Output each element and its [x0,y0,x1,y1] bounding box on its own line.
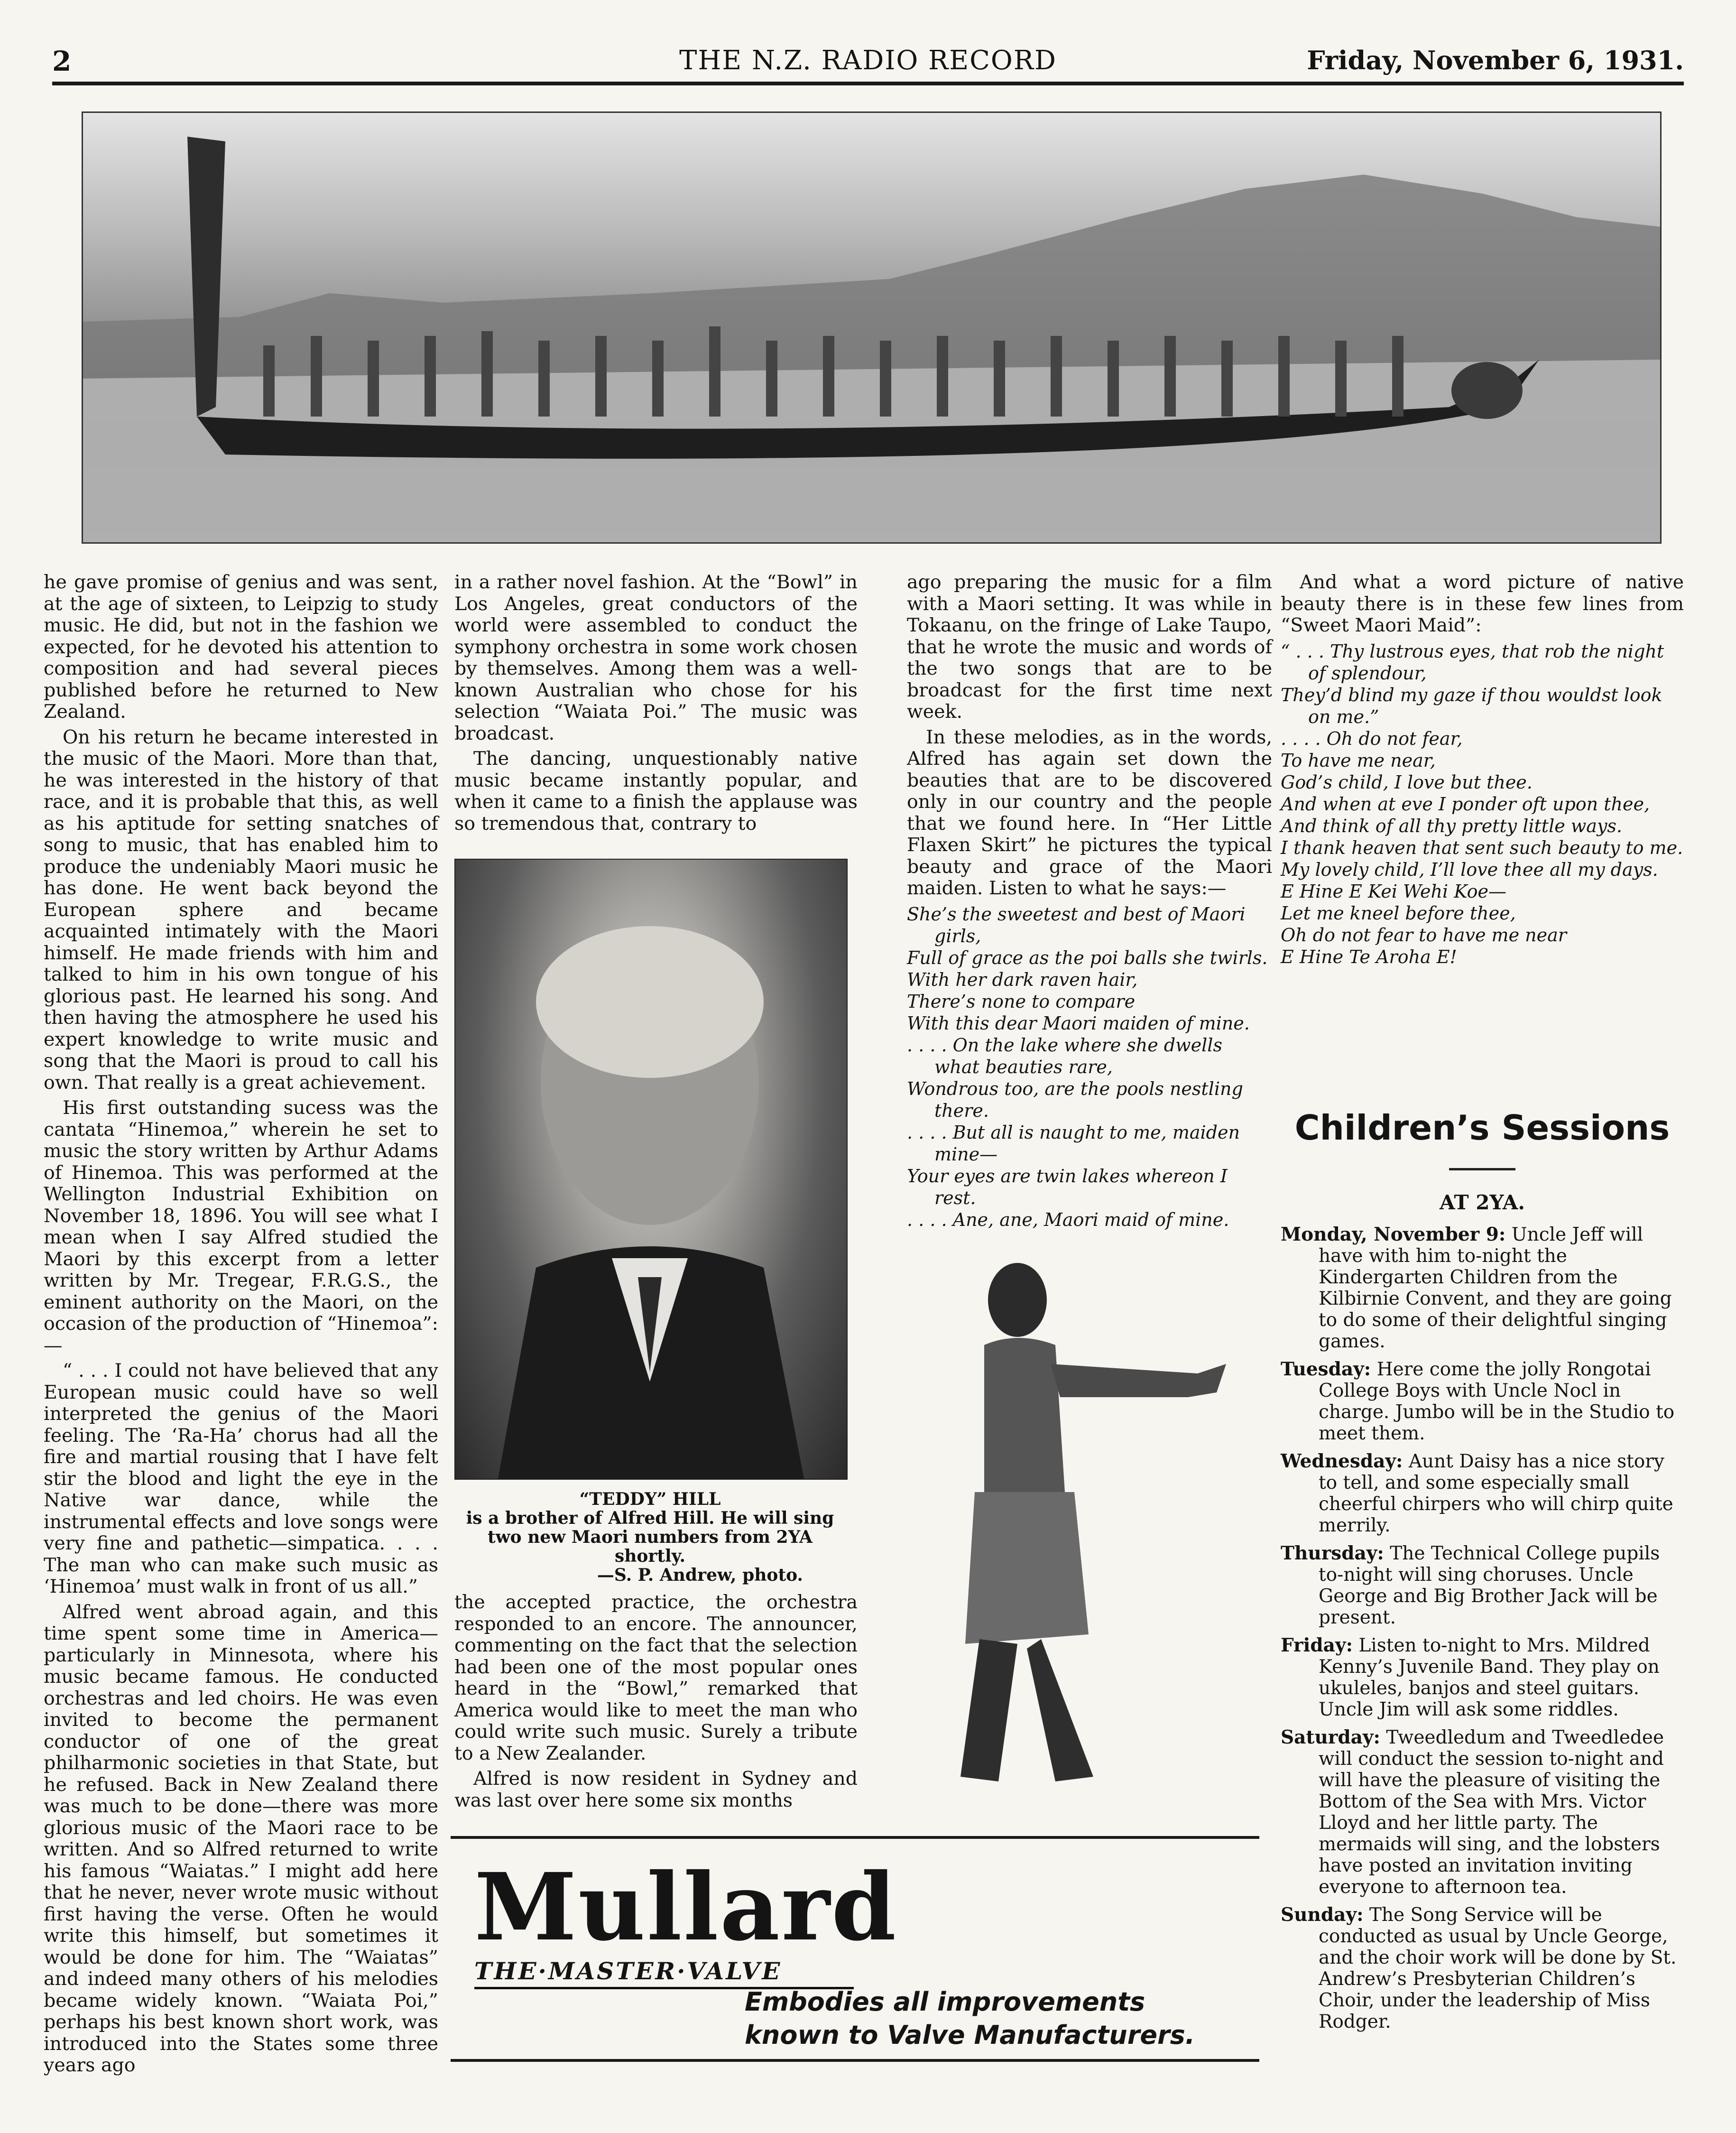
verse-line: . . . . But all is naught to me, maiden mine— [907,1122,1240,1165]
verse-line: . . . . On the lake where she dwells what beauties rare, [907,1034,1222,1077]
paragraph: On his return he became interested in the music of the Maori. More than that, he was interested in the history of that race, and it is probable that this, as well as his aptitude for setting snatches of song to music, that has enabled him to produce the undeniably Maori music he has done. He went back beyond the European sphere and became acquainted intimately with the Maori himself. He made friends with him and talked to him in his own tongue of his glorious past. He learned his song. And then having the atmosphere he used his expert knowledge to write music and song that the Maori is proud to call his own. That really is a great achievement. [44,726,438,1094]
session-entry [1281,1727,1684,1898]
verse-line: There’s none to compare [907,991,1136,1012]
maori-dancer-illustration [932,1255,1236,1808]
article-column-3 [907,572,1272,1231]
mullard-slogan [745,1985,1243,2052]
session-entry [1281,1359,1684,1444]
canoe-photograph [82,111,1662,544]
mullard-tagline: THE·MASTER·VALVE [474,1957,854,1989]
masthead [52,45,1684,78]
session-text: Aunt Daisy has a nice story to tell, and some especially small cheerful chirpers who will chirp quite merrily. [1319,1451,1673,1536]
portrait-caption [454,1490,846,1585]
slogan-line: Embodies all improvements [745,1987,1145,2017]
session-entry [1281,1635,1684,1720]
session-day: Friday: [1281,1634,1353,1656]
song-verse-flaxen-skirt [907,903,1272,1231]
paragraph: Alfred is now resident in Sydney and was last over here some six months [454,1768,858,1811]
verse-line: “ . . . Thy lustrous eyes, that rob the night of splendour, [1281,640,1664,684]
session-text: Here come the jolly Rongotai College Boys with Uncle Nocl in charge. Jumbo will be in the Studio to meet them. [1319,1359,1675,1444]
masthead-rule [52,82,1684,85]
verse-line: I thank heaven that sent such beauty to me. [1281,837,1683,858]
session-text: The Technical College pupils to-night will sing choruses. Uncle George and Big Brother Jack will be present. [1319,1543,1660,1628]
verse-line: Wondrous too, are the pools nestling there. [907,1078,1243,1121]
dancer-figure [932,1255,1236,1808]
paragraph: he gave promise of genius and was sent, at the age of sixteen, to Leipzig to study music. He did, but not in the fashion we expected, for he devoted his attention to composition and had several pieces published before he returned to New Zealand. [44,571,438,723]
paragraph: the accepted practice, the orchestra responded to an encore. The announcer, commenting on the fact that the selection had been one of the most popular ones heard in the “Bowl,” remarked that America would like to meet the man who could write such music. Surely a tribute to a New Zealander. [454,1591,858,1764]
session-entry [1281,1451,1684,1536]
verse-line: E Hine E Kei Wehi Koe— [1281,881,1506,902]
session-text: Uncle Jeff will have with him to-night the Kindergarten Children from the Kilbirnie Convent, and they are going to do some of their delightful singing games. [1319,1224,1672,1352]
verse-line: Oh do not fear to have me near [1281,924,1567,946]
session-day: Tuesday: [1281,1358,1371,1380]
session-entry [1281,1224,1684,1352]
teddy-hill-portrait [454,859,848,1480]
paragraph: ago preparing the music for a film with a Maori setting. It was while in Tokaanu, on the fringe of Lake Taupo, that he wrote the music and words of the two songs that are to be broadcast for the first time next week. [907,571,1272,723]
portrait-illustration [455,860,847,1479]
paragraph: “ . . . I could not have believed that any European music could have so well interpreted the genius of the Maori feeling. The ‘Ra-Ha’ chorus had all the fire and martial rousing that I have felt stir the blood and light the eye in the Native war dance, while the instrumental effects and love songs were very fine and pathetic—simpatica. . . . The man who can make such music as ‘Hinemoa’ must walk in front of us all.” [44,1360,438,1597]
verse-line: E Hine Te Aroha E! [1281,946,1457,967]
verse-line: Let me kneel before thee, [1281,902,1516,924]
session-day: Saturday: [1281,1726,1380,1748]
article-column-4 [1281,572,1684,968]
verse-line: With this dear Maori maiden of mine. [907,1012,1250,1034]
childrens-sessions-subheading: AT 2YA. [1440,1191,1525,1214]
article-column-2-top [454,572,858,838]
verse-line: To have me near, [1281,750,1436,771]
paragraph: In these melodies, as in the words, Alfred has again set down the beauties that are to be discovered only in our country and the people that we found here. In “Her Little Flaxen Skirt” he pictures the typical beauty and grace of the Maori maiden. Listen to what he says:— [907,726,1272,899]
verse-line: My lovely child, I’ll love thee all my days. [1281,859,1658,880]
verse-line: With her dark raven hair, [907,969,1138,990]
ad-rule-top [451,1836,1259,1839]
paragraph: The dancing, unquestionably native music became instantly popular, and when it came to a finish the applause was so tremendous that, contrary to [454,748,858,835]
issue-date: Friday, November 6, 1931. [1307,45,1684,75]
article-column-1 [44,572,438,2080]
section-divider [1449,1168,1515,1170]
mullard-logo: Mullard [474,1853,898,1961]
session-entry [1281,1904,1684,2032]
publication-title: THE N.Z. RADIO RECORD [679,45,1057,76]
childrens-sessions-heading: Children’s Sessions [1294,1108,1670,1148]
verse-line: Full of grace as the poi balls she twirls. [907,947,1268,968]
caption-title: “TEDDY” HILL [579,1489,721,1509]
canoe-illustration [83,113,1660,542]
song-verse-sweet-maori-maid [1281,640,1684,968]
paragraph: Alfred went abroad again, and this time spent some time in America—particularly in Minnesota, where his music became famous. He conducted orchestras and led choirs. He was even invited to become the permanent conductor of one of the great philharmonic societies in that State, but he refused. Back in New Zealand there was much to be done—there was more glorious music of the Maori race to be written. And so Alfred returned to write his famous “Waiatas.” I might add here that he never, never wrote music without first having the verse. Often he would write this himself, but sometimes it would be done for him. The “Waiatas” and indeed many others of his melodies became widely known. “Waiata Poi,” perhaps his best known short work, was introduced into the States some three years ago [44,1601,438,2076]
session-day: Monday, November 9: [1281,1224,1506,1245]
ad-rule-bottom [451,2059,1259,2062]
session-text: The Song Service will be conducted as usual by Uncle George, and the choir work will be done by St. Andrew’s Presbyterian Children’s Choir, under the leadership of Miss Rodger. [1319,1904,1677,2032]
childrens-sessions-list [1281,1224,1684,2039]
verse-line: They’d blind my gaze if thou wouldst look on me.” [1281,684,1662,727]
verse-line: She’s the sweetest and best of Maori girls, [907,903,1246,946]
session-text: Tweedledum and Tweedledee will conduct the session to-night and will have the pleasure of visiting the Bottom of the Sea with Mrs. Victor Lloyd and her little party. The mermaids will sing, and the lobsters have posted an invitation inviting everyone to afternoon tea. [1319,1727,1664,1898]
session-text: Listen to-night to Mrs. Mildred Kenny’s Juvenile Band. They play on ukuleles, banjos and steel guitars. Uncle Jim will ask some riddles. [1319,1635,1660,1720]
photo-credit: —S. P. Andrew, photo. [597,1565,803,1585]
verse-line: . . . . Ane, ane, Maori maid of mine. [907,1209,1229,1230]
session-day: Sunday: [1281,1904,1364,1926]
verse-line: God’s child, I love but thee. [1281,771,1533,793]
verse-line: Your eyes are twin lakes whereon I rest. [907,1165,1228,1208]
session-day: Thursday: [1281,1542,1384,1564]
session-day: Wednesday: [1281,1450,1403,1472]
paragraph: in a rather novel fashion. At the “Bowl” in Los Angeles, great conductors of the world were assembled to conduct the symphony orchestra in some work chosen by themselves. Among them was a well-known Australian who chose for his selection “Waiata Poi.” The music was broadcast. [454,571,858,744]
paragraph: And what a word picture of native beauty there is in these few lines from “Sweet Maori Maid”: [1281,571,1684,636]
verse-line: . . . . Oh do not fear, [1281,728,1463,749]
article-column-2-bottom [454,1592,858,1815]
slogan-line: known to Valve Manufacturers. [745,2020,1195,2050]
caption-text: is a brother of Alfred Hill. He will sing two new Maori numbers from 2YA shortly. [466,1508,834,1566]
verse-line: And think of all thy pretty little ways. [1281,815,1623,836]
paragraph: His first outstanding sucess was the cantata “Hinemoa,” wherein he set to music the story written by Arthur Adams of Hinemoa. This was performed at the Wellington Industrial Exhibition on November 18, 1896. You will see what I mean when I say Alfred studied the Maori by this excerpt from a letter written by Mr. Tregear, F.R.G.S., the eminent authority on the Maori, on the occasion of the production of “Hinemoa”:— [44,1097,438,1356]
page-number: 2 [52,45,72,77]
verse-line: And when at eve I ponder oft upon thee, [1281,793,1650,815]
session-entry [1281,1543,1684,1628]
